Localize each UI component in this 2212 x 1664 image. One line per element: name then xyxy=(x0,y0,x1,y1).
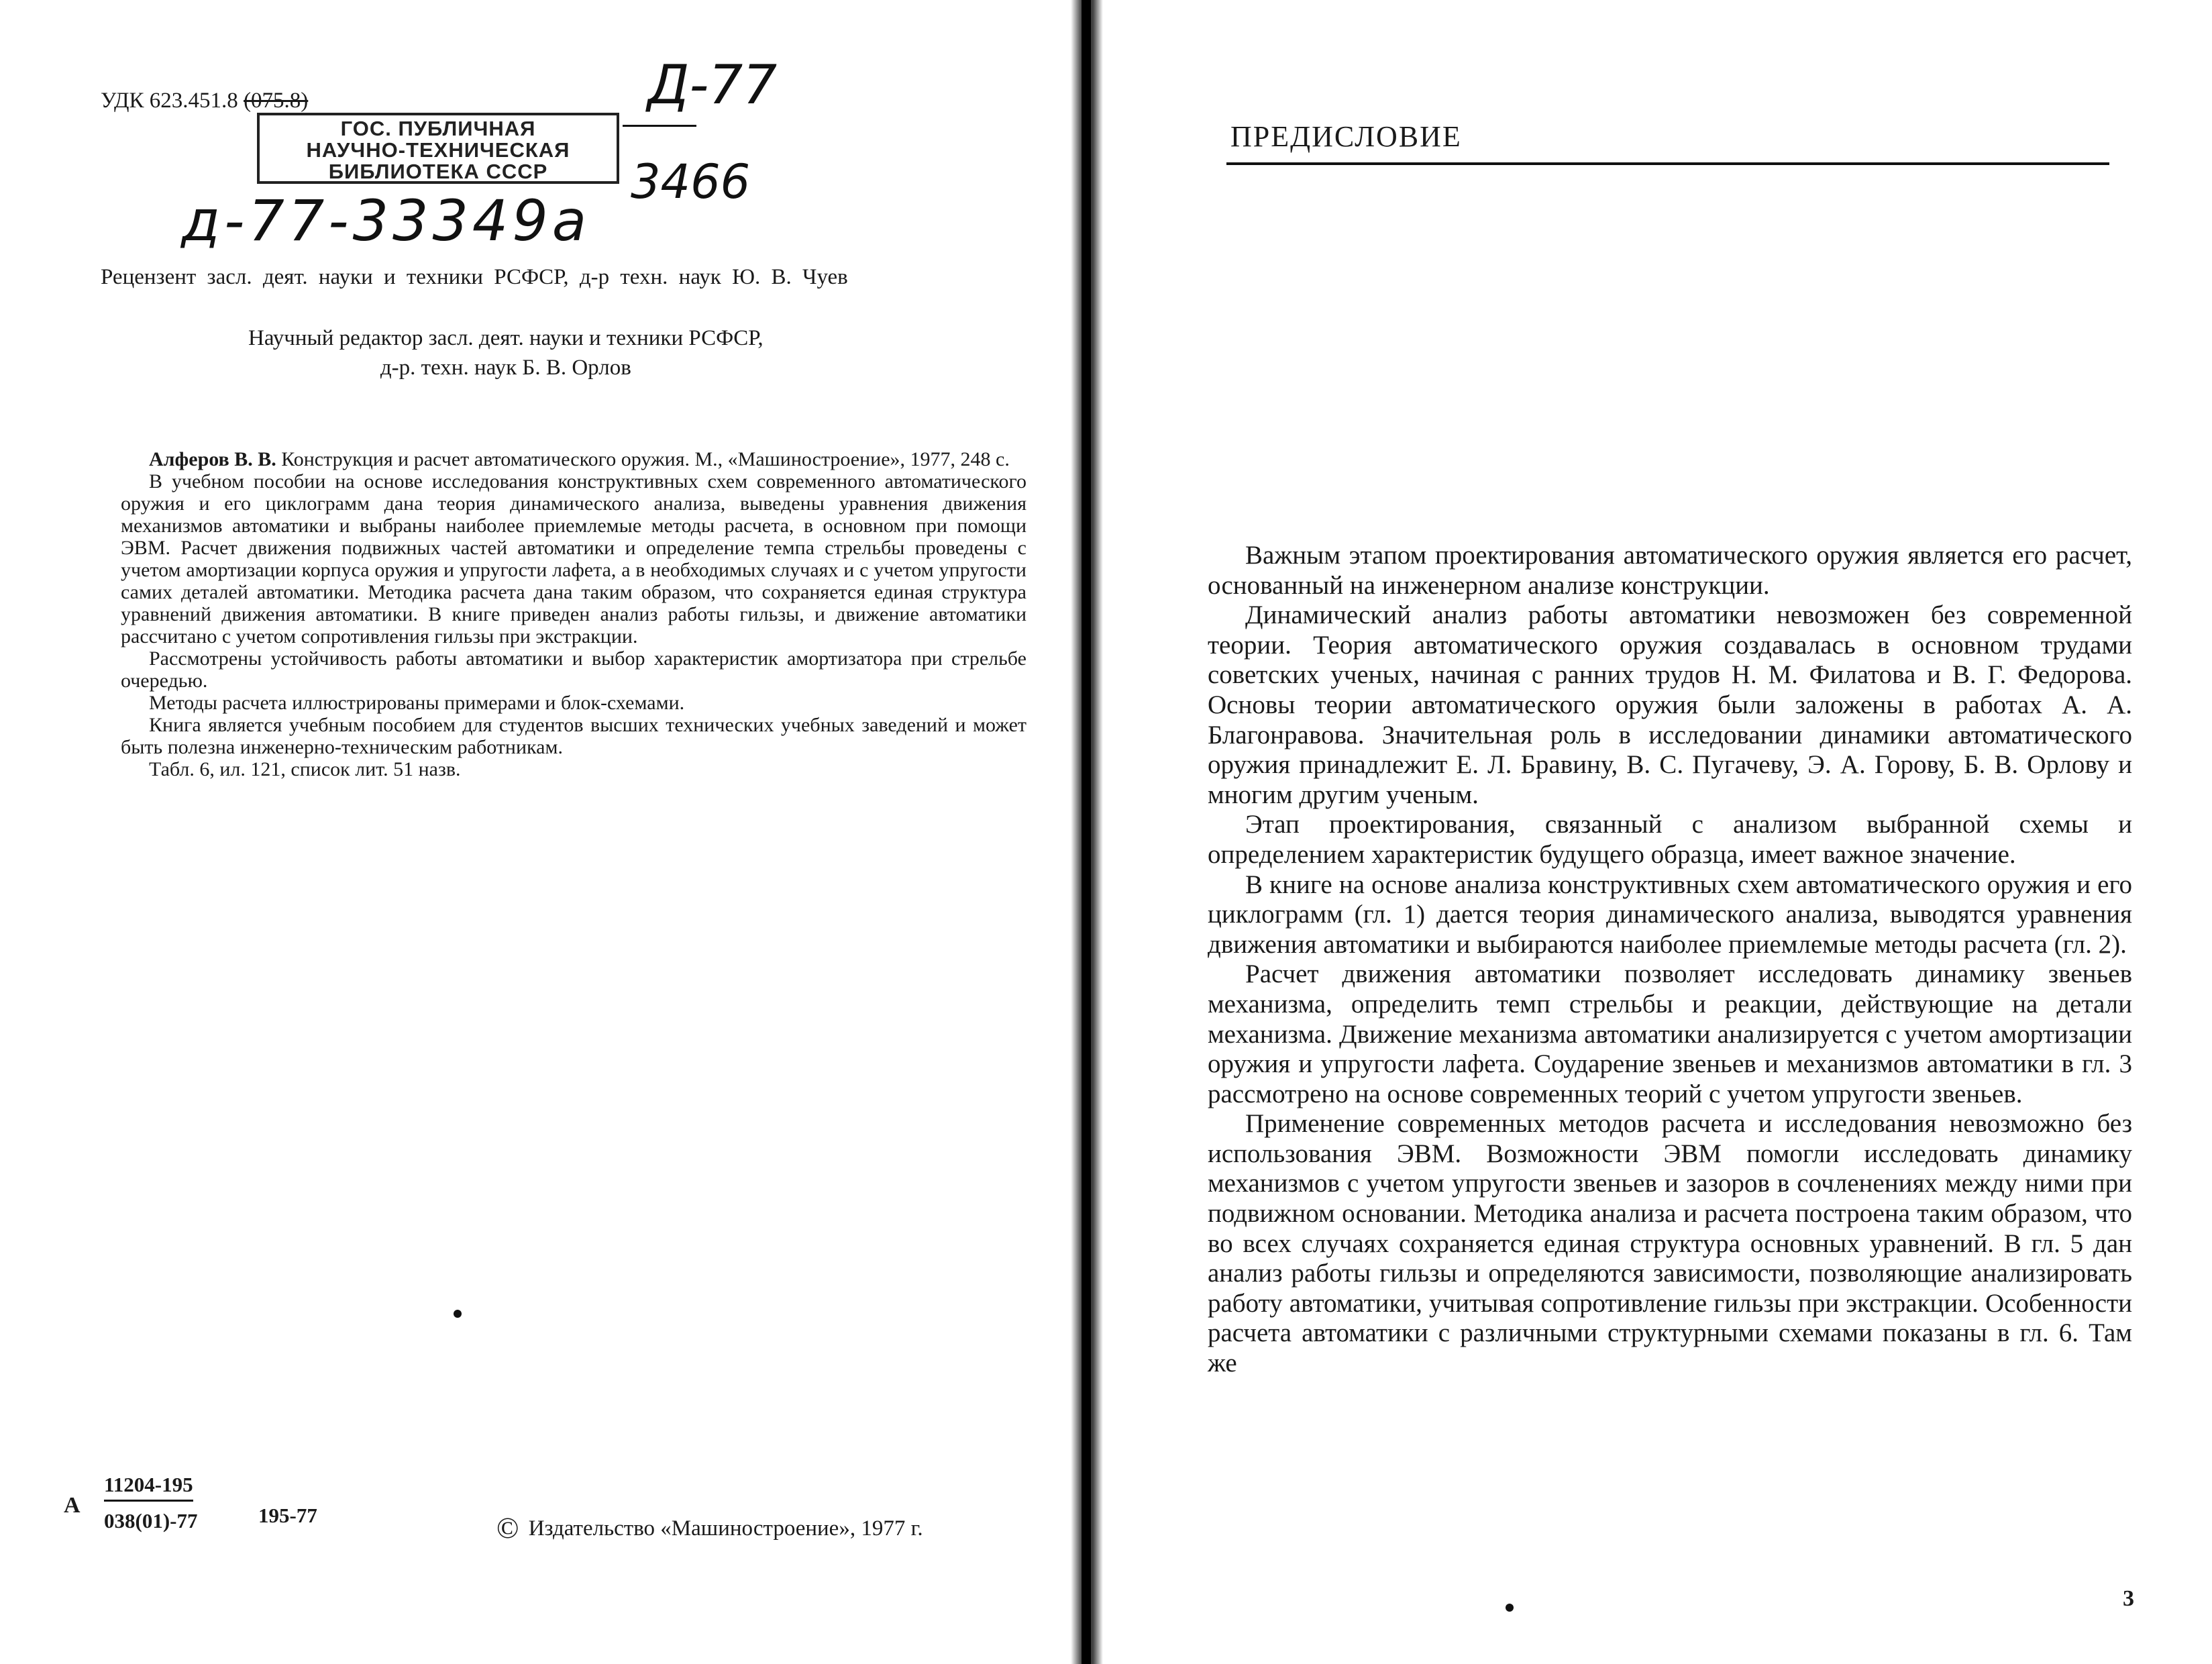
abstract-citation xyxy=(121,448,1026,470)
handwritten-mark-2: 3466 xyxy=(631,154,751,209)
abstract-block xyxy=(121,448,1026,780)
udk-number: УДК 623.451.8 xyxy=(101,89,238,113)
abstract-reference: Конструкция и расчет автоматического оружия. М., «Машиностроение», 1977, 248 с. xyxy=(281,448,1010,470)
left-page xyxy=(0,0,1060,1664)
preface-paragraph-6: Применение современных методов расчета и исследования невозможно без использования ЭВМ. Возможности ЭВМ помогли исследовать динамику механизмов с учетом упругости звеньев и зазоров в сочленениях между ними при подвижном основании. Методика анализа и расчета построена таким образом, что во всех случаях сохраняется единая структура основных уравнений. В гл. 5 дан анализ работы гильзы и определяются зависимости, позволяющие анализировать работу автоматики, учитывая сопротивление гильзы при экстракции. Особенности расчета автоматики с различными структурными схемами показаны в гл. 6. Там же xyxy=(1208,1109,2132,1378)
title-rule xyxy=(1226,162,2109,165)
preface-paragraph-2: Динамический анализ работы автоматики невозможен без современной теории. Теория автоматического оружия создавалась в основном трудами советских ученых, начиная с ранних трудов Н. М. Филатова и В. Г. Федорова. Основы теории автоматического оружия были заложены в работах А. А. Благонравова. Значительная роль в исследовании динамики автоматического оружия принадлежит Е. Л. Бравину, В. С. Пугачеву, Э. А. Горову, Б. В. Орлову и многим другим ученым. xyxy=(1208,601,2132,809)
abstract-paragraph-2: Рассмотрены устойчивость работы автоматики и выбор характеристик амортизатора при стрельбе очередью. xyxy=(121,647,1026,692)
preface-paragraph-5: Расчет движения автоматики позволяет исследовать динамику звеньев механизма, определить темп стрельбы и реакции, действующие на детали механизма. Движение механизма автоматики анализируется с учетом амортизации оружия и упругости лафета. Соударение звеньев и механизмов автоматики в гл. 3 рассмотрено на основе современных теорий с учетом упругости звеньев. xyxy=(1208,959,2132,1108)
reviewer-line: Рецензент засл. деят. науки и техники РСФСР, д-р техн. наук Ю. В. Чуев xyxy=(101,265,848,289)
preface-paragraph-4: В книге на основе анализа конструктивных схем автоматического оружия и его циклограмм (гл. 1) дается теория динамического анализа, выводятся уравнения движения автоматики и выбираются наиболее приемлемые методы расчета (гл. 2). xyxy=(1208,870,2132,959)
scientific-editor xyxy=(248,323,763,382)
abstract-paragraph-3: Методы расчета иллюстрированы примерами и блок-схемами. xyxy=(149,692,685,714)
library-stamp xyxy=(257,113,619,184)
book-binding xyxy=(1082,0,1091,1664)
abstract-paragraph-4: Книга является учебным пособием для студентов высших технических учебных заведений и может быть полезна инженерно-техническим работникам. xyxy=(121,714,1026,758)
handwritten-mark-1: Д-77 xyxy=(647,54,778,116)
handwritten-underline xyxy=(623,125,696,127)
preface-paragraph-3: Этап проектирования, связанный с анализом выбранной схемы и определением характеристик будущего образца, имеет важное значение. xyxy=(1208,810,2132,869)
copyright-symbol: © xyxy=(496,1512,519,1545)
handwritten-inventory-number: д-77-33349а xyxy=(181,188,591,254)
editor-line-2: д-р. техн. наук Б. В. Орлов xyxy=(380,356,631,380)
code-letter: А xyxy=(64,1493,81,1518)
editor-line-1: Научный редактор засл. деят. науки и техники РСФСР, xyxy=(248,326,763,350)
stamp-line-3: БИБЛИОТЕКА СССР xyxy=(328,160,548,183)
print-speck xyxy=(454,1310,462,1318)
stamp-line-2: НАУЧНО-ТЕХНИЧЕСКАЯ xyxy=(306,138,570,162)
copyright-line xyxy=(496,1511,923,1545)
abstract-paragraph-1: В учебном пособии на основе исследования конструктивных схем современного автоматического оружия и его циклограмм дана теория динамического анализа, выведены уравнения движения механизмов автоматики и выбраны наиболее приемлемые методы расчета, в основном при помощи ЭВМ. Расчет движения подвижных частей автоматики и определение темпа стрельбы проведены с учетом амортизации корпуса оружия и упругости лафета, а в необходимых случаях и с учетом упругости самих деталей автоматики. Методика расчета дана таким образом, что сохраняется единая структура уравнений движения автоматики. В книге приведен анализ работы гильзы, и движение автоматики рассчитано с учетом сопротивления гильзы при экстракции. xyxy=(121,470,1026,647)
abstract-author: Алферов В. В. xyxy=(149,448,276,470)
udk-code xyxy=(101,89,308,113)
preface-body xyxy=(1208,541,2132,1379)
code-right: 195-77 xyxy=(258,1504,317,1527)
print-speck xyxy=(1506,1604,1514,1612)
page-number: 3 xyxy=(2123,1586,2134,1611)
code-numerator: 11204-195 xyxy=(104,1473,193,1502)
copyright-text: Издательство «Машиностроение», 1977 г. xyxy=(528,1516,923,1541)
preface-paragraph-1: Важным этапом проектирования автоматического оружия является его расчет, основанный на инженерном анализе конструкции. xyxy=(1208,541,2132,600)
stamp-line-1: ГОС. ПУБЛИЧНАЯ xyxy=(340,117,536,140)
abstract-paragraph-5: Табл. 6, ил. 121, список лит. 51 назв. xyxy=(149,758,461,780)
page-title: ПРЕДИСЛОВИЕ xyxy=(1230,120,1462,153)
udk-struck-part: (075.8) xyxy=(244,89,309,113)
code-denominator: 038(01)-77 xyxy=(104,1509,198,1532)
